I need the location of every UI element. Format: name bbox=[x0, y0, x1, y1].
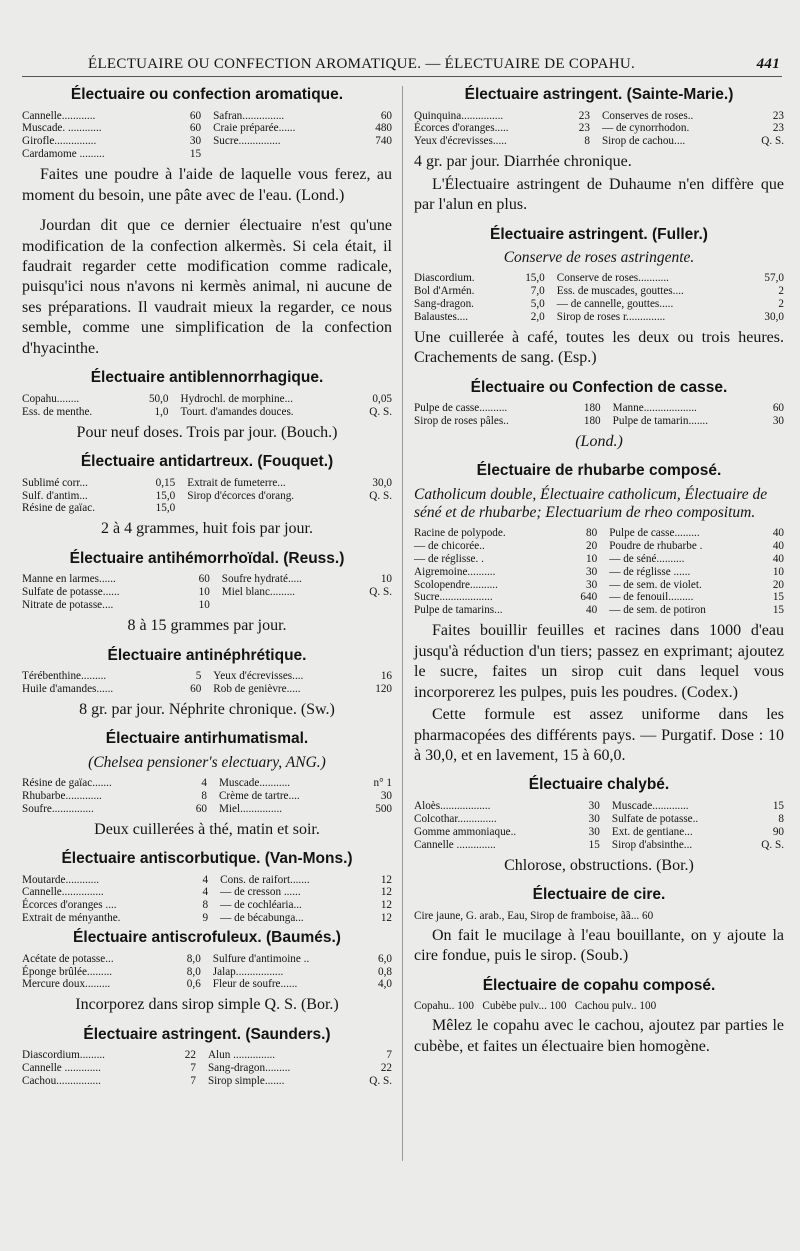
section-title: Électuaire de copahu composé. bbox=[482, 976, 716, 994]
ingredient-row bbox=[414, 826, 784, 839]
ingredient-name: Sirop simple....... bbox=[207, 1075, 285, 1088]
paragraph: Cette formule est assez uniforme dans les pharmacopées des différents pays. — Purgatif. Dose : 10 à 30,0, et en lavement, 15 à 60,0. bbox=[414, 706, 784, 764]
ingredient-name: Éponge brûlée......... bbox=[22, 965, 113, 978]
section-title: Électuaire antinéphrétique. bbox=[107, 646, 307, 664]
paragraph: L'Électuaire astringent de Duhaume n'en diffère que par l'alun en plus. bbox=[414, 175, 784, 214]
ingredient-name: Pulpe de tamarin....... bbox=[612, 415, 709, 428]
ingredient-quantity: 480 bbox=[375, 122, 392, 135]
ingredient-quantity: 9 bbox=[202, 912, 209, 925]
ingredient-table bbox=[22, 777, 392, 816]
ingredient-name: Aigremoine.......... bbox=[414, 565, 496, 578]
section-title: Électuaire antiscorbutique. (Van-Mons.) bbox=[61, 850, 353, 867]
ingredient-quantity: 23 bbox=[578, 109, 590, 122]
ingredient-name: Cannelle............ bbox=[22, 109, 96, 122]
ingredient-name: Cardamome ......... bbox=[22, 148, 105, 161]
paragraph: (Lond.) bbox=[575, 433, 623, 450]
ingredient-quantity: 80 bbox=[586, 527, 598, 540]
paragraph: 4 gr. par jour. Diarrhée chronique. bbox=[414, 153, 632, 171]
ingredient-name: Acétate de potasse... bbox=[22, 952, 114, 965]
section-title: Électuaire chalybé. bbox=[528, 776, 670, 794]
ingredient-name: Soufre hydraté..... bbox=[221, 573, 302, 586]
ingredient-name: Cachou................ bbox=[22, 1075, 101, 1088]
ingredient-name: Écorces d'oranges .... bbox=[22, 899, 117, 912]
ingredient-quantity: Q. S. bbox=[369, 489, 392, 502]
ingredient-name: Sulfate de potasse...... bbox=[22, 586, 120, 599]
ingredient-name: Extrait de ményanthe. bbox=[22, 912, 121, 925]
ingredient-name: Cons. de raifort....... bbox=[220, 873, 310, 886]
ingredient-row bbox=[22, 122, 392, 135]
ingredient-name: Quinquina............... bbox=[414, 109, 504, 122]
ingredient-row bbox=[414, 566, 784, 579]
ingredient-table bbox=[22, 110, 392, 162]
paragraph: On fait le mucilage à l'eau bouillante, on y ajoute la cire fondue, puis le sirop. (Soub.) bbox=[414, 926, 784, 965]
ingredient-quantity: 6,0 bbox=[378, 952, 392, 965]
paragraph: Incorporez dans sirop simple Q. S. (Bor.) bbox=[75, 996, 339, 1014]
ingredient-table bbox=[22, 1049, 392, 1088]
section-title: Électuaire ou confection aromatique. bbox=[70, 86, 344, 103]
section-subtitle: Conserve de roses astringente. bbox=[503, 249, 695, 267]
ingredient-quantity: 180 bbox=[583, 415, 601, 428]
ingredient-name: Tourt. d'amandes douces. bbox=[180, 405, 294, 418]
ingredient-name: Hydrochl. de morphine... bbox=[180, 392, 293, 405]
ingredient-row bbox=[22, 1049, 392, 1062]
ingredient-line: Copahu.. 100 Cubèbe pulv... 100 Cachou pulv.. 100 bbox=[414, 1000, 657, 1013]
ingredient-table bbox=[22, 573, 392, 612]
ingredient-name: Safran............... bbox=[213, 109, 285, 122]
column-divider bbox=[402, 86, 403, 1161]
ingredient-quantity: 60 bbox=[189, 109, 202, 122]
section-title: Électuaire ou Confection de casse. bbox=[470, 378, 728, 396]
ingredient-name: Muscade............. bbox=[611, 800, 689, 813]
ingredient-name: — de sem. de violet. bbox=[609, 578, 702, 591]
ingredient-name: Extrait de fumeterre... bbox=[187, 476, 286, 489]
ingredient-name: Balaustes.... bbox=[414, 310, 469, 323]
ingredient-quantity: 7 bbox=[386, 1049, 392, 1062]
ingredient-name: Soufre............... bbox=[22, 802, 94, 815]
ingredient-name: Manne................... bbox=[612, 402, 697, 415]
ingredient-quantity: 10 bbox=[198, 586, 210, 599]
ingredient-table bbox=[414, 800, 784, 852]
ingredient-name: Sucre............... bbox=[213, 135, 281, 148]
ingredient-quantity: 10 bbox=[198, 599, 210, 612]
ingredient-name: Poudre de rhubarbe . bbox=[609, 539, 703, 552]
ingredient-quantity: 23 bbox=[772, 109, 784, 122]
paragraph: 2 à 4 grammes, huit fois par jour. bbox=[101, 520, 313, 538]
ingredient-quantity bbox=[354, 599, 392, 612]
ingredient-row bbox=[414, 135, 784, 148]
ingredient-name: — de cannelle, gouttes..... bbox=[556, 297, 674, 310]
ingredient-row bbox=[22, 874, 392, 887]
ingredient-row bbox=[414, 800, 784, 813]
ingredient-quantity: 20 bbox=[586, 539, 598, 552]
ingredient-name: Girofle............... bbox=[22, 135, 97, 148]
ingredient-name: Aloès.................. bbox=[414, 800, 491, 813]
ingredient-quantity: 30 bbox=[189, 135, 202, 148]
ingredient-row bbox=[22, 886, 392, 899]
ingredient-quantity: 8 bbox=[778, 812, 784, 825]
ingredient-name: — de séné.......... bbox=[609, 552, 685, 565]
ingredient-name: Fleur de soufre...... bbox=[212, 978, 298, 991]
ingredient-name: Sulfure d'antimoine .. bbox=[212, 952, 310, 965]
ingredient-row bbox=[22, 966, 392, 979]
ingredient-quantity: Q. S. bbox=[369, 405, 392, 418]
ingredient-row bbox=[414, 839, 784, 852]
ingredient-row bbox=[414, 272, 784, 285]
ingredient-quantity: 0,8 bbox=[378, 965, 392, 978]
right-column bbox=[414, 86, 784, 1067]
ingredient-quantity: 30 bbox=[588, 812, 600, 825]
ingredient-name: Nitrate de potasse.... bbox=[22, 599, 114, 612]
ingredient-name: Yeux d'écrevisses..... bbox=[414, 135, 507, 148]
ingredient-name: Sirop d'absinthe... bbox=[611, 838, 693, 851]
ingredient-row bbox=[414, 402, 784, 415]
ingredient-quantity: 15,0 bbox=[155, 502, 176, 515]
ingredient-quantity: 740 bbox=[375, 135, 392, 148]
ingredient-quantity: 0,15 bbox=[155, 476, 176, 489]
ingredient-quantity: 30 bbox=[586, 565, 598, 578]
ingredient-quantity: 7 bbox=[190, 1062, 196, 1075]
ingredient-quantity: 12 bbox=[380, 899, 392, 912]
ingredient-quantity: 12 bbox=[380, 886, 392, 899]
section-subtitle: (Chelsea pensioner's electuary, ANG.) bbox=[88, 753, 326, 771]
ingredient-name: Pulpe de tamarins... bbox=[414, 604, 503, 617]
ingredient-quantity: 90 bbox=[772, 825, 784, 838]
ingredient-row bbox=[22, 683, 392, 696]
ingredient-quantity: 40 bbox=[772, 527, 784, 540]
ingredient-table bbox=[414, 110, 784, 149]
ingredient-name: Rhubarbe............. bbox=[22, 789, 102, 802]
ingredient-quantity: n° 1 bbox=[373, 776, 392, 789]
ingredient-row bbox=[414, 553, 784, 566]
ingredient-name: Miel............... bbox=[218, 802, 283, 815]
ingredient-name: Sirop de cachou.... bbox=[601, 135, 686, 148]
section-title: Électuaire antiscrofuleux. (Baumés.) bbox=[73, 929, 341, 947]
ingredient-quantity: 12 bbox=[380, 912, 392, 925]
ingredient-quantity bbox=[356, 502, 392, 515]
ingredient-quantity: 12 bbox=[380, 873, 392, 886]
ingredient-name: Sirop de roses r.............. bbox=[556, 310, 666, 323]
ingredient-row bbox=[22, 912, 392, 925]
paragraph: Chlorose, obstructions. (Bor.) bbox=[504, 856, 694, 874]
ingredient-quantity: 15,0 bbox=[155, 489, 176, 502]
ingredient-quantity: 10 bbox=[380, 573, 392, 586]
section-title: Électuaire astringent. (Sainte-Marie.) bbox=[464, 86, 734, 103]
ingredient-table bbox=[22, 477, 392, 516]
ingredient-quantity: 15 bbox=[772, 591, 784, 604]
ingredient-quantity: 15 bbox=[772, 604, 784, 617]
ingredient-quantity: Q. S. bbox=[761, 838, 784, 851]
running-title: ÉLECTUAIRE OU CONFECTION AROMATIQUE. — ÉLECTUAIRE DE COPAHU. bbox=[88, 56, 636, 72]
ingredient-name bbox=[187, 502, 356, 515]
ingredient-quantity: 40 bbox=[586, 604, 598, 617]
ingredient-name: Craie préparée...... bbox=[213, 122, 296, 135]
ingredient-name: Diascordium......... bbox=[22, 1049, 105, 1062]
section-title: Électuaire antihémorrhoïdal. (Reuss.) bbox=[69, 549, 345, 567]
ingredient-quantity: 60 bbox=[190, 682, 202, 695]
ingredient-name: Conserves de roses.. bbox=[601, 109, 694, 122]
ingredient-name bbox=[213, 148, 362, 161]
ingredient-quantity: 120 bbox=[375, 682, 392, 695]
ingredient-row bbox=[414, 122, 784, 135]
ingredient-quantity: 30 bbox=[588, 800, 600, 813]
ingredient-quantity: 7 bbox=[190, 1075, 196, 1088]
ingredient-name: — de chicorée.. bbox=[414, 539, 485, 552]
ingredient-name: — de sem. de potiron bbox=[609, 604, 706, 617]
ingredient-line: Cire jaune, G. arab., Eau, Sirop de framboise, ãã... 60 bbox=[414, 909, 654, 922]
ingredient-quantity bbox=[362, 148, 392, 161]
ingredient-name: Cannelle............... bbox=[22, 886, 104, 899]
ingredient-name: Ess. de muscades, gouttes.... bbox=[556, 285, 684, 298]
ingredient-quantity: 16 bbox=[380, 670, 392, 683]
ingredient-name: Rob de genièvre..... bbox=[213, 682, 301, 695]
ingredient-name: — de réglisse. . bbox=[414, 552, 484, 565]
page-number: 441 bbox=[756, 56, 780, 72]
paragraph: Faites bouillir feuilles et racines dans 1000 d'eau jusqu'à réduction d'un tiers; passez en exprimant; ajoutez le sucre, faites un sirop cuit dans lequel vous incorporerez les pulpes, puis les poudres. (Codex.) bbox=[414, 622, 784, 701]
ingredient-quantity: 8 bbox=[202, 899, 209, 912]
ingredient-quantity: 23 bbox=[578, 122, 590, 135]
ingredient-name: Térébenthine......... bbox=[22, 670, 107, 683]
ingredient-quantity: Q. S. bbox=[369, 586, 392, 599]
ingredient-quantity: 640 bbox=[580, 591, 598, 604]
ingredient-row bbox=[22, 978, 392, 991]
left-column bbox=[22, 86, 392, 1092]
ingredient-row bbox=[414, 110, 784, 123]
ingredient-quantity: 8,0 bbox=[186, 965, 201, 978]
ingredient-name: Racine de polypode. bbox=[414, 527, 506, 540]
ingredient-quantity: 4 bbox=[201, 776, 207, 789]
ingredient-quantity: 8 bbox=[584, 135, 590, 148]
ingredient-quantity: 7,0 bbox=[530, 285, 545, 298]
section-title: Électuaire astringent. (Fuller.) bbox=[490, 225, 708, 243]
page bbox=[22, 0, 782, 1251]
ingredient-quantity: 15 bbox=[189, 148, 202, 161]
section-title: Électuaire astringent. (Saunders.) bbox=[83, 1025, 331, 1043]
ingredient-quantity: 4,0 bbox=[378, 978, 392, 991]
ingredient-row bbox=[22, 803, 392, 816]
ingredient-name: Manne en larmes...... bbox=[22, 573, 116, 586]
ingredient-quantity: 0,05 bbox=[372, 392, 392, 405]
ingredient-quantity: 22 bbox=[184, 1049, 196, 1062]
ingredient-quantity: 15 bbox=[772, 800, 784, 813]
ingredient-table bbox=[414, 527, 784, 617]
ingredient-name: Colcothar.............. bbox=[414, 812, 497, 825]
ingredient-row bbox=[22, 490, 392, 503]
ingredient-quantity: 4 bbox=[202, 873, 209, 886]
ingredient-quantity: 23 bbox=[772, 122, 784, 135]
ingredient-quantity: 2 bbox=[778, 285, 784, 298]
ingredient-quantity: 30,0 bbox=[764, 310, 784, 323]
ingredient-row bbox=[22, 393, 392, 406]
ingredient-name: — de fenouil......... bbox=[609, 591, 694, 604]
ingredient-name: Moutarde............ bbox=[22, 873, 100, 886]
ingredient-quantity: 1,0 bbox=[154, 405, 169, 418]
paragraph: Pour neuf doses. Trois par jour. (Bouch.) bbox=[76, 423, 338, 441]
ingredient-row bbox=[22, 899, 392, 912]
ingredient-quantity: 60 bbox=[198, 573, 210, 586]
ingredient-row bbox=[414, 311, 784, 324]
ingredient-name: Sirop d'écorces d'orang. bbox=[187, 489, 295, 502]
ingredient-name: Pulpe de casse......... bbox=[609, 527, 700, 540]
ingredient-name: Sirop de roses pâles.. bbox=[414, 415, 509, 428]
ingredient-name: Sucre................... bbox=[414, 591, 493, 604]
ingredient-quantity: 30 bbox=[588, 825, 600, 838]
ingredient-quantity: 8,0 bbox=[186, 952, 201, 965]
section-title: Électuaire antidartreux. (Fouquet.) bbox=[80, 453, 334, 471]
ingredient-name: Crème de tartre.... bbox=[218, 789, 300, 802]
ingredient-name: Muscade. ............ bbox=[22, 122, 102, 135]
ingredient-row bbox=[414, 415, 784, 428]
section-title: Électuaire de cire. bbox=[532, 886, 666, 904]
ingredient-row bbox=[22, 502, 392, 515]
ingredient-row bbox=[22, 135, 392, 148]
ingredient-quantity: 2,0 bbox=[530, 310, 545, 323]
ingredient-quantity: 60 bbox=[380, 109, 392, 122]
ingredient-row bbox=[22, 573, 392, 586]
ingredient-row bbox=[414, 540, 784, 553]
paragraph: Mêlez le copahu avec le cachou, ajoutez par parties le cubèbe, et faites un électuaire bien homogène. bbox=[414, 1017, 784, 1055]
ingredient-name: Bol d'Armén. bbox=[414, 285, 475, 298]
ingredient-name: Sublimé corr... bbox=[22, 476, 88, 489]
ingredient-name: Mercure doux......... bbox=[22, 978, 111, 991]
ingredient-name: Diascordium. bbox=[414, 272, 475, 285]
ingredient-table bbox=[414, 272, 784, 324]
ingredient-name: — de réglisse ...... bbox=[609, 565, 691, 578]
paragraph: Deux cuillerées à thé, matin et soir. bbox=[94, 820, 320, 838]
ingredient-name: Alun ............... bbox=[207, 1049, 276, 1062]
ingredient-name: Résine de gaïac. bbox=[22, 502, 95, 515]
ingredient-quantity: 15,0 bbox=[525, 272, 545, 285]
paragraph: 8 gr. par jour. Néphrite chronique. (Sw.) bbox=[79, 700, 335, 718]
ingredient-row bbox=[22, 790, 392, 803]
ingredient-row bbox=[22, 1062, 392, 1075]
ingredient-row bbox=[22, 599, 392, 612]
ingredient-quantity: 30 bbox=[586, 578, 598, 591]
ingredient-table bbox=[22, 874, 392, 926]
paragraph: Une cuillerée à café, toutes les deux ou trois heures. Crachements de sang. (Esp.) bbox=[414, 328, 784, 367]
ingredient-name: Cannelle ............. bbox=[22, 1062, 101, 1075]
ingredient-name: — de cresson ...... bbox=[220, 886, 301, 899]
ingredient-quantity: 20 bbox=[772, 578, 784, 591]
paragraph: 8 à 15 grammes par jour. bbox=[127, 617, 287, 635]
ingredient-name: Yeux d'écrevisses.... bbox=[213, 670, 304, 683]
ingredient-quantity: Q. S. bbox=[761, 135, 784, 148]
ingredient-name: Résine de gaïac....... bbox=[22, 776, 112, 789]
ingredient-name: — de bécabunga... bbox=[220, 912, 304, 925]
ingredient-quantity: 15 bbox=[588, 838, 600, 851]
ingredient-name bbox=[222, 599, 355, 612]
ingredient-quantity: 50,0 bbox=[148, 392, 169, 405]
ingredient-name: Écorces d'oranges..... bbox=[414, 122, 509, 135]
ingredient-name: Ess. de menthe. bbox=[22, 405, 93, 418]
ingredient-quantity: 10 bbox=[586, 552, 598, 565]
ingredient-table bbox=[22, 670, 392, 696]
ingredient-name: Scolopendre.......... bbox=[414, 578, 498, 591]
ingredient-quantity: 5,0 bbox=[530, 297, 545, 310]
ingredient-row bbox=[22, 586, 392, 599]
ingredient-name: Sang-dragon......... bbox=[207, 1062, 291, 1075]
section-title: Électuaire antirhumatismal. bbox=[105, 730, 309, 748]
ingredient-quantity: 60 bbox=[772, 402, 784, 415]
ingredient-table bbox=[414, 402, 784, 428]
ingredient-name: — de cochléaria... bbox=[220, 899, 302, 912]
ingredient-name: Copahu........ bbox=[22, 392, 80, 405]
ingredient-quantity: 30 bbox=[380, 789, 392, 802]
ingredient-name: Miel blanc......... bbox=[221, 586, 296, 599]
ingredient-name: Sang-dragon. bbox=[414, 297, 474, 310]
ingredient-table bbox=[22, 953, 392, 992]
ingredient-quantity: Q. S. bbox=[369, 1075, 392, 1088]
ingredient-row bbox=[22, 1075, 392, 1088]
ingredient-row bbox=[414, 591, 784, 604]
ingredient-row bbox=[414, 298, 784, 311]
ingredient-quantity: 30,0 bbox=[372, 476, 392, 489]
ingredient-row bbox=[414, 285, 784, 298]
paragraph: Jourdan dit que ce dernier électuaire n'est qu'une modification de la confection alkermès. Si cela était, il faudrait regarder cette modification comme radicale, puisqu'ici nous n'avons ni kermès animal, ni aucune de ses préparations. Il vaudrait mieux la regarder, ce nous semble, comme une simplification de la confection d'hyacinthe. bbox=[22, 217, 392, 357]
ingredient-name: — de cynorrhodon. bbox=[601, 122, 690, 135]
section-title: Électuaire de rhubarbe composé. bbox=[476, 462, 722, 480]
ingredient-row bbox=[22, 406, 392, 419]
ingredient-row bbox=[414, 579, 784, 592]
ingredient-quantity: 500 bbox=[375, 802, 392, 815]
ingredient-row bbox=[22, 148, 392, 161]
ingredient-row bbox=[22, 953, 392, 966]
ingredient-quantity: 10 bbox=[772, 565, 784, 578]
ingredient-quantity: 4 bbox=[202, 886, 209, 899]
header-rule bbox=[22, 76, 782, 77]
ingredient-quantity: 2 bbox=[778, 297, 784, 310]
ingredient-row bbox=[22, 110, 392, 123]
ingredient-quantity: 180 bbox=[583, 402, 601, 415]
ingredient-name: Ext. de gentiane... bbox=[611, 825, 693, 838]
ingredient-table bbox=[22, 393, 392, 419]
ingredient-row bbox=[414, 604, 784, 617]
ingredient-name: Muscade........... bbox=[218, 776, 291, 789]
ingredient-quantity: 8 bbox=[201, 789, 207, 802]
ingredient-name: Cannelle .............. bbox=[414, 838, 496, 851]
ingredient-name: Sulf. d'antim... bbox=[22, 489, 88, 502]
ingredient-row bbox=[414, 813, 784, 826]
ingredient-name: Pulpe de casse.......... bbox=[414, 402, 508, 415]
ingredient-quantity: 60 bbox=[195, 802, 207, 815]
ingredient-quantity: 0,6 bbox=[186, 978, 201, 991]
ingredient-quantity: 22 bbox=[380, 1062, 392, 1075]
ingredient-name: Gomme ammoniaque.. bbox=[414, 825, 517, 838]
ingredient-name: Jalap................. bbox=[212, 965, 284, 978]
ingredient-quantity: 57,0 bbox=[764, 272, 784, 285]
ingredient-quantity: 40 bbox=[772, 539, 784, 552]
ingredient-row bbox=[22, 670, 392, 683]
ingredient-name: Conserve de roses........... bbox=[556, 272, 669, 285]
section-title: Électuaire antiblennorrhagique. bbox=[90, 369, 324, 387]
section-subtitle: Catholicum double, Électuaire catholicum, Électuaire de séné et de rhubarbe; Electuarium de rheo compositum. bbox=[414, 486, 768, 522]
ingredient-row bbox=[22, 477, 392, 490]
ingredient-quantity: 30 bbox=[772, 415, 784, 428]
paragraph: Faites une poudre à l'aide de laquelle vous ferez, au moment du besoin, une pâte avec de l'eau. (Lond.) bbox=[22, 166, 392, 204]
ingredient-row bbox=[22, 777, 392, 790]
ingredient-quantity: 40 bbox=[772, 552, 784, 565]
ingredient-quantity: 60 bbox=[189, 122, 202, 135]
ingredient-quantity: 5 bbox=[195, 670, 202, 683]
ingredient-name: Huile d'amandes...... bbox=[22, 682, 114, 695]
ingredient-name: Sulfate de potasse.. bbox=[611, 812, 699, 825]
ingredient-row bbox=[414, 527, 784, 540]
